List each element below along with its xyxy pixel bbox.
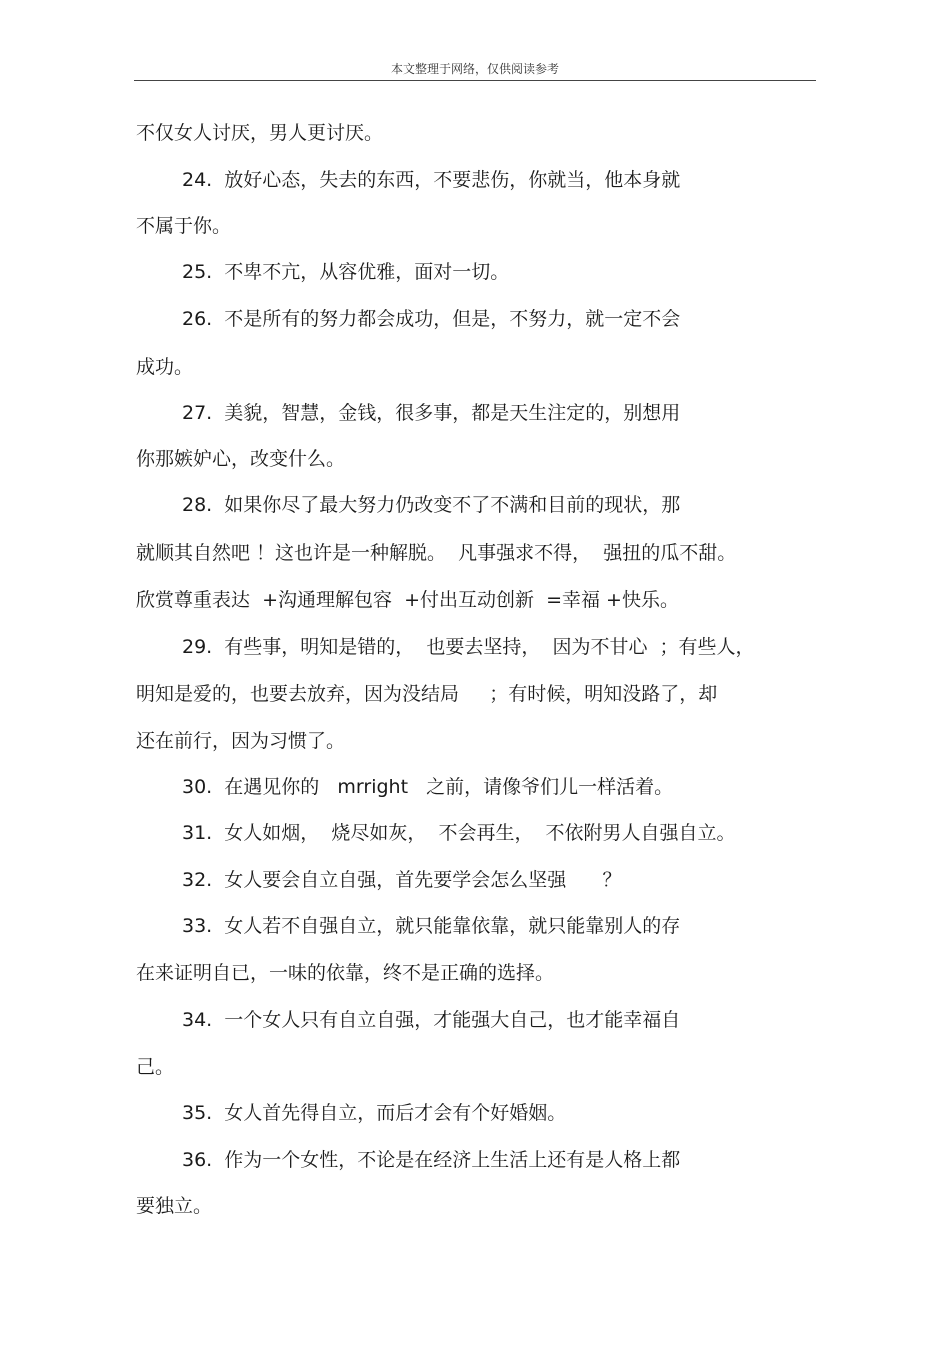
text-line: 32. 女人要会自立自强，首先要学会怎么坚强 ？ — [182, 869, 622, 891]
text-line: 明知是爱的，也要去放弃，因为没结局 ；有时候，明知没路了，却 — [136, 683, 718, 705]
page-header: 本文整理于网络，仅供阅读参考 — [390, 62, 559, 76]
text-line: 你那嫉妒心，改变什么。 — [136, 448, 346, 470]
text-line: 欣赏尊重表达 +沟通理解包容 +付出互动创新 =幸福 +快乐。 — [136, 589, 679, 611]
text-line: 24. 放好心态，失去的东西，不要悲伤，你就当，他本身就 — [182, 169, 681, 191]
text-line: 35. 女人首先得自立，而后才会有个好婚姻。 — [182, 1102, 567, 1124]
text-line: 30. 在遇见你的 mrright 之前，请像爷们儿一样活着。 — [182, 776, 674, 798]
text-line: 29. 有些事，明知是错的， 也要去坚持， 因为不甘心 ；有些人， — [182, 636, 755, 658]
text-line: 就顺其自然吧 ！这也许是一种解脱。 凡事强求不得， 强扭的瓜不甜。 — [136, 542, 737, 564]
text-line: 28. 如果你尽了最大努力仍改变不了不满和目前的现状，那 — [182, 494, 681, 516]
text-line: 26. 不是所有的努力都会成功，但是，不努力，就一定不会 — [182, 308, 681, 330]
text-line: 36. 作为一个女性，不论是在经济上生活上还有是人格上都 — [182, 1149, 681, 1171]
text-line: 33. 女人若不自强自立，就只能靠依靠，就只能靠别人的存 — [182, 915, 681, 937]
text-line: 27. 美貌，智慧，金钱，很多事，都是天生注定的，别想用 — [182, 402, 681, 424]
text-line: 己。 — [136, 1056, 175, 1078]
text-line: 31. 女人如烟， 烧尽如灰， 不会再生， 不依附男人自强自立。 — [182, 822, 736, 844]
text-line: 成功。 — [136, 356, 194, 378]
text-line: 还在前行，因为习惯了。 — [136, 730, 346, 752]
text-line: 要独立。 — [136, 1195, 213, 1217]
text-line: 在来证明自已，一味的依靠，终不是正确的选择。 — [136, 962, 555, 984]
text-line: 25. 不卑不亢，从容优雅，面对一切。 — [182, 261, 510, 283]
header-divider — [134, 80, 816, 81]
text-line: 不仅女人讨厌，男人更讨厌。 — [136, 122, 384, 144]
text-line: 不属于你。 — [136, 215, 232, 237]
text-line: 34. 一个女人只有自立自强，才能强大自己，也才能幸福自 — [182, 1009, 681, 1031]
